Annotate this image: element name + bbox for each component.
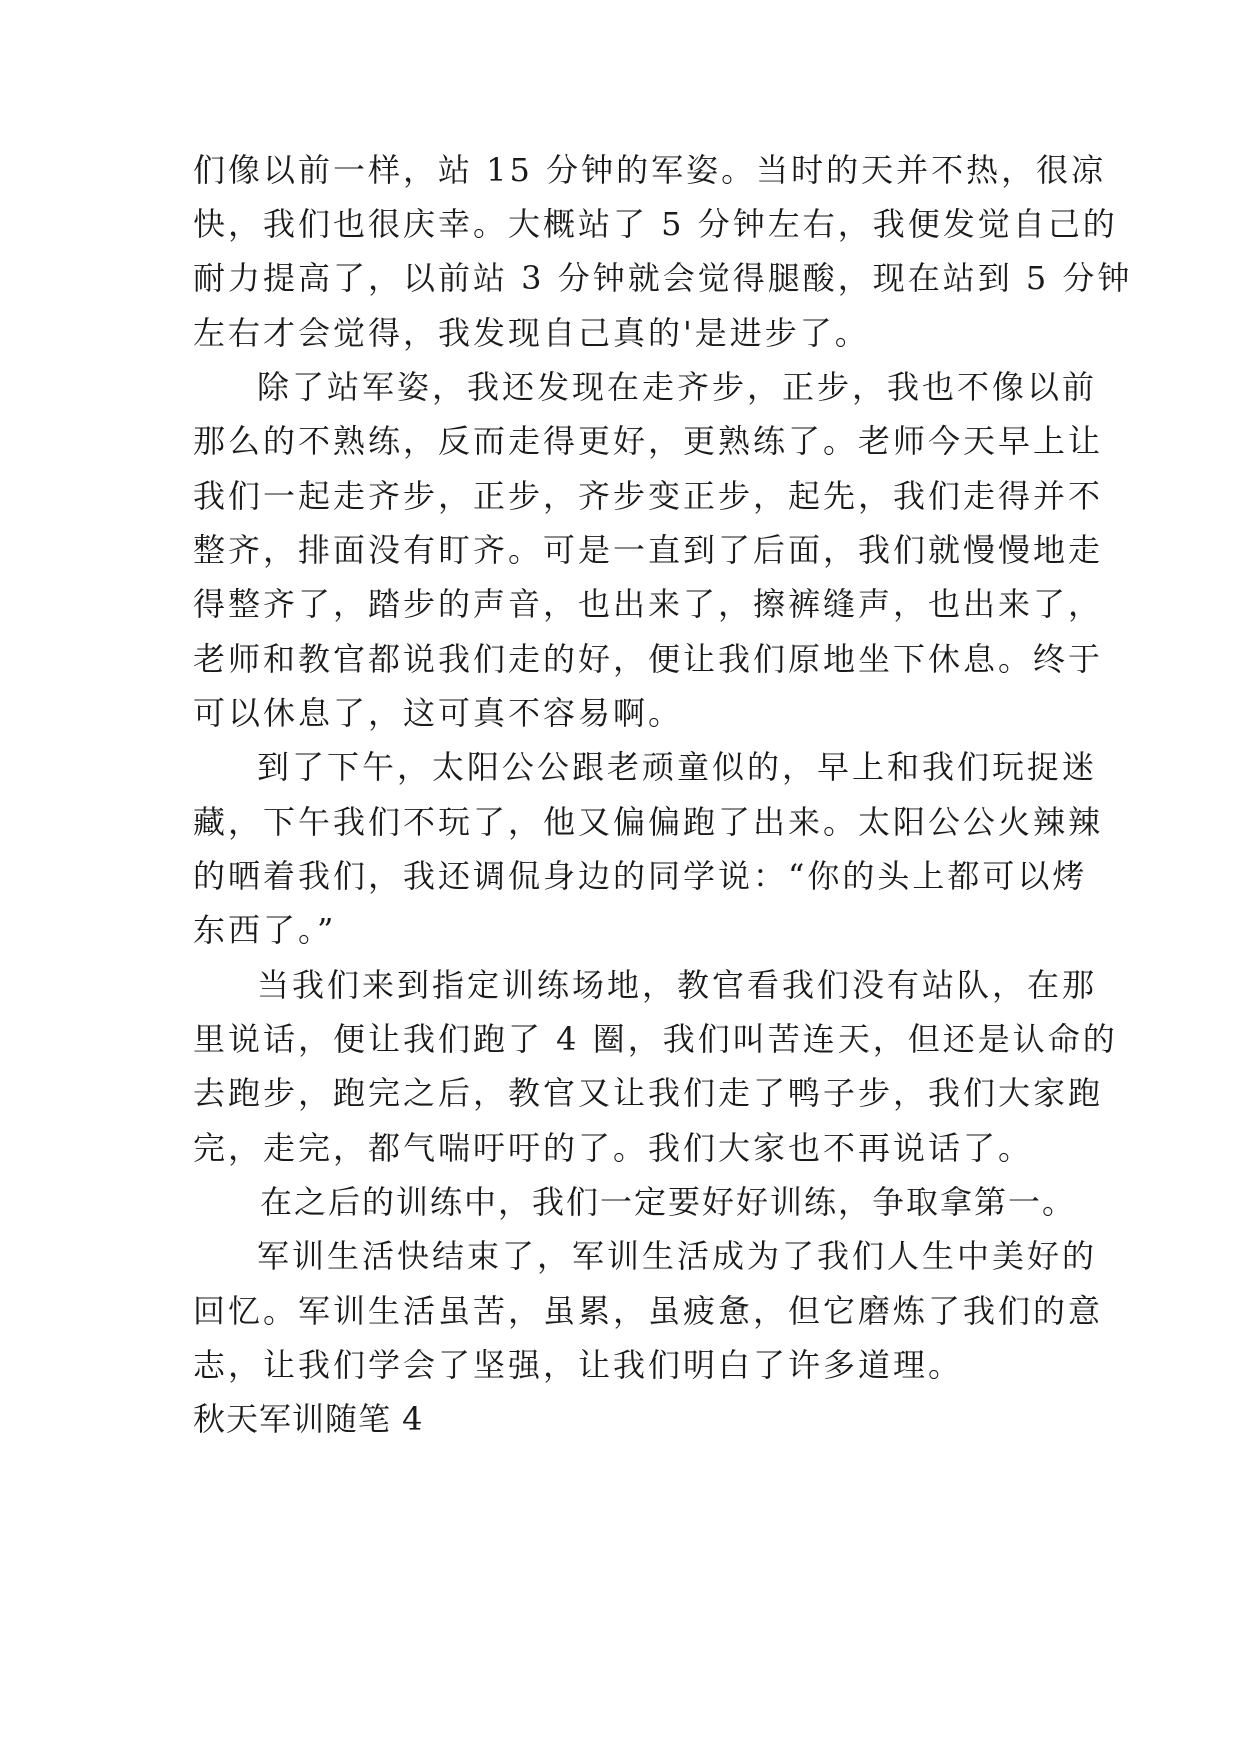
text-line: 老师和教官都说我们走的好，便让我们原地坐下休息。终于 bbox=[193, 640, 1104, 678]
section-heading: 秋天军训随笔 4 bbox=[193, 1400, 424, 1438]
text-line: 的晒着我们，我还调侃身边的同学说：“你的头上都可以烤 bbox=[193, 857, 1088, 895]
text-line: 藏，下午我们不玩了，他又偏偏跑了出来。太阳公公火辣辣 bbox=[193, 803, 1104, 841]
text-line: 完，走完，都气喘吁吁的了。我们大家也不再说话了。 bbox=[193, 1129, 1034, 1167]
text-line: 快，我们也很庆幸。大概站了 5 分钟左右，我便发觉自己的 bbox=[193, 205, 1118, 243]
text-line: 可以休息了，这可真不容易啊。 bbox=[193, 694, 684, 732]
paragraph-first-line: 军训生活快结束了，军训生活成为了我们人生中美好的 bbox=[257, 1237, 1098, 1275]
text-line: 志，让我们学会了坚强，让我们明白了许多道理。 bbox=[193, 1346, 964, 1384]
text-line: 里说话，便让我们跑了 4 圈，我们叫苦连天，但还是认命的 bbox=[193, 1020, 1118, 1058]
paragraph-first-line: 除了站军姿，我还发现在走齐步，正步，我也不像以前 bbox=[257, 368, 1098, 406]
text-line: 我们一起走齐步，正步，齐步变正步，起先，我们走得并不 bbox=[193, 477, 1104, 515]
text-line: 得整齐了，踏步的声音，也出来了，擦裤缝声，也出来了， bbox=[193, 585, 1104, 623]
text-line: 去跑步，跑完之后，教官又让我们走了鸭子步，我们大家跑 bbox=[193, 1074, 1104, 1112]
text-line: 耐力提高了，以前站 3 分钟就会觉得腿酸，现在站到 5 分钟 bbox=[193, 259, 1133, 297]
paragraph-first-line: 在之后的训练中，我们一定要好好训练，争取拿第一。 bbox=[260, 1183, 1077, 1221]
paragraph-first-line: 到了下午，太阳公公跟老顽童似的，早上和我们玩捉迷 bbox=[257, 748, 1098, 786]
paragraph-first-line: 当我们来到指定训练场地，教官看我们没有站队，在那 bbox=[257, 966, 1098, 1004]
text-line: 整齐，排面没有盯齐。可是一直到了后面，我们就慢慢地走 bbox=[193, 531, 1104, 569]
text-line: 左右才会觉得，我发现自己真的'是进步了。 bbox=[193, 314, 870, 352]
text-line: 东西了。” bbox=[193, 911, 337, 949]
text-line: 回忆。军训生活虽苦，虽累，虽疲惫，但它磨炼了我们的意 bbox=[193, 1292, 1104, 1330]
text-line: 那么的不熟练，反而走得更好，更熟练了。老师今天早上让 bbox=[193, 422, 1104, 460]
text-line: 们像以前一样，站 15 分钟的军姿。当时的天并不热，很凉 bbox=[193, 151, 1107, 189]
